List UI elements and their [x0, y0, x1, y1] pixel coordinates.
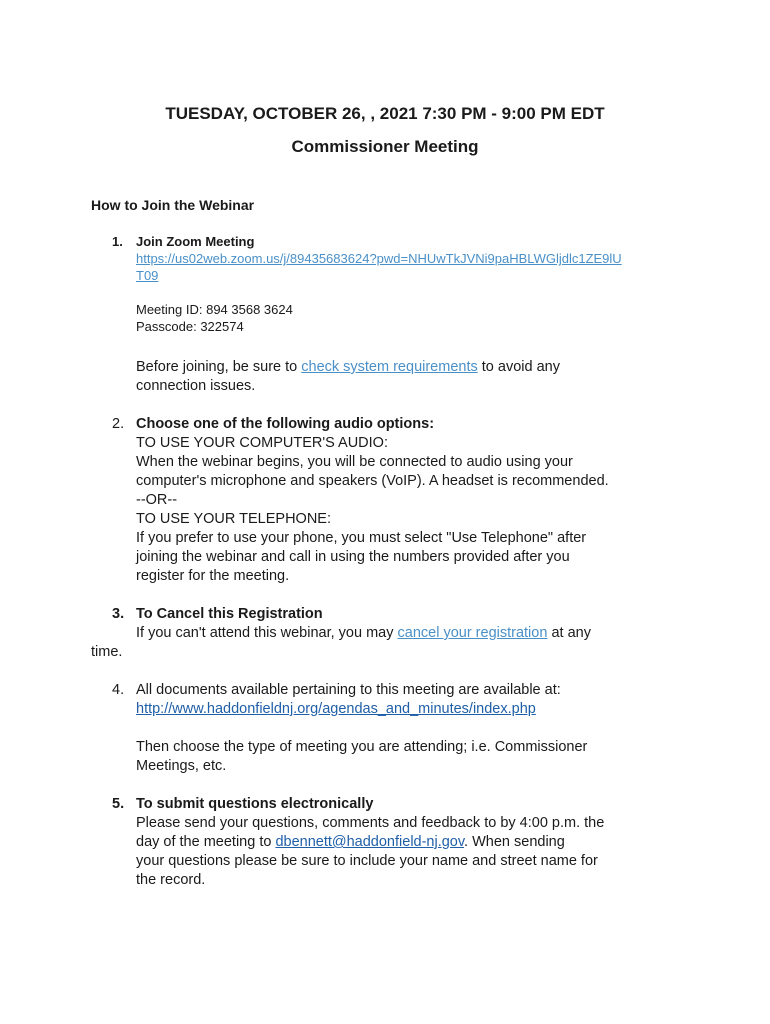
- telephone-text-line: joining the webinar and call in using the numbers provided after you: [136, 549, 570, 565]
- requirements-text-after: to avoid any: [477, 359, 560, 375]
- computer-audio-label: TO USE YOUR COMPUTER'S AUDIO:: [136, 435, 388, 451]
- questions-text-line: the record.: [136, 872, 206, 888]
- meeting-type-text-wrap: Meetings, etc.: [136, 758, 227, 774]
- questions-text-line: your questions please be sure to include your name and street name for: [136, 853, 598, 869]
- telephone-text-line: If you prefer to use your phone, you must select "Use Telephone" after: [136, 530, 587, 546]
- item-number: 5.: [112, 796, 125, 812]
- email-link[interactable]: dbennett@haddonfield-nj.gov: [275, 834, 465, 850]
- documents-text: All documents available pertaining to this meeting are available at:: [136, 682, 561, 698]
- item-number: 4.: [112, 682, 125, 698]
- passcode: Passcode: 322574: [136, 319, 244, 334]
- audio-text-line: computer's microphone and speakers (VoIP). A headset is recommended.: [136, 473, 609, 489]
- item-number: 1.: [112, 234, 123, 249]
- webinar-heading: How to Join the Webinar: [91, 197, 255, 213]
- cancel-text-before: If you can't attend this webinar, you may: [136, 625, 398, 641]
- item-number: 3.: [112, 606, 125, 622]
- telephone-text-line: register for the meeting.: [136, 568, 290, 584]
- questions-text-line: Please send your questions, comments and feedback to by 4:00 p.m. the: [136, 815, 605, 831]
- zoom-meeting-link[interactable]: https://us02web.zoom.us/j/89435683624?pwd=NHUwTkJVNi9paHBLWGljdlc1ZE9lU: [136, 251, 622, 266]
- requirements-text-before: Before joining, be sure to: [136, 359, 302, 375]
- telephone-label: TO USE YOUR TELEPHONE:: [136, 511, 331, 527]
- audio-text-line: When the webinar begins, you will be connected to audio using your: [136, 454, 573, 470]
- meeting-id: Meeting ID: 894 3568 3624: [136, 302, 293, 317]
- cancel-text-wrap: time.: [91, 644, 123, 660]
- or-separator: --OR--: [136, 492, 178, 508]
- meeting-type-text: Then choose the type of meeting you are attending; i.e. Commissioner: [136, 739, 588, 755]
- questions-text-after-email: . When sending: [464, 834, 565, 850]
- date-time-heading: TUESDAY, OCTOBER 26, , 2021 7:30 PM - 9:00 PM EDT: [165, 104, 605, 123]
- join-zoom-heading: Join Zoom Meeting: [136, 234, 255, 249]
- zoom-meeting-link-continued[interactable]: T09: [136, 268, 159, 283]
- requirements-text-wrap: connection issues.: [136, 378, 256, 394]
- cancel-registration-heading: To Cancel this Registration: [136, 606, 323, 622]
- agendas-minutes-link[interactable]: http://www.haddonfieldnj.org/agendas_and_minutes/index.php: [136, 701, 536, 717]
- meeting-title: Commissioner Meeting: [291, 137, 479, 156]
- item-number: 2.: [112, 416, 125, 432]
- submit-questions-heading: To submit questions electronically: [136, 796, 374, 812]
- audio-options-heading: Choose one of the following audio options:: [136, 416, 435, 432]
- questions-text-before-email: day of the meeting to: [136, 834, 276, 850]
- cancel-registration-link[interactable]: cancel your registration: [397, 625, 548, 641]
- cancel-text-after: at any: [547, 625, 591, 641]
- check-system-requirements-link[interactable]: check system requirements: [301, 359, 478, 375]
